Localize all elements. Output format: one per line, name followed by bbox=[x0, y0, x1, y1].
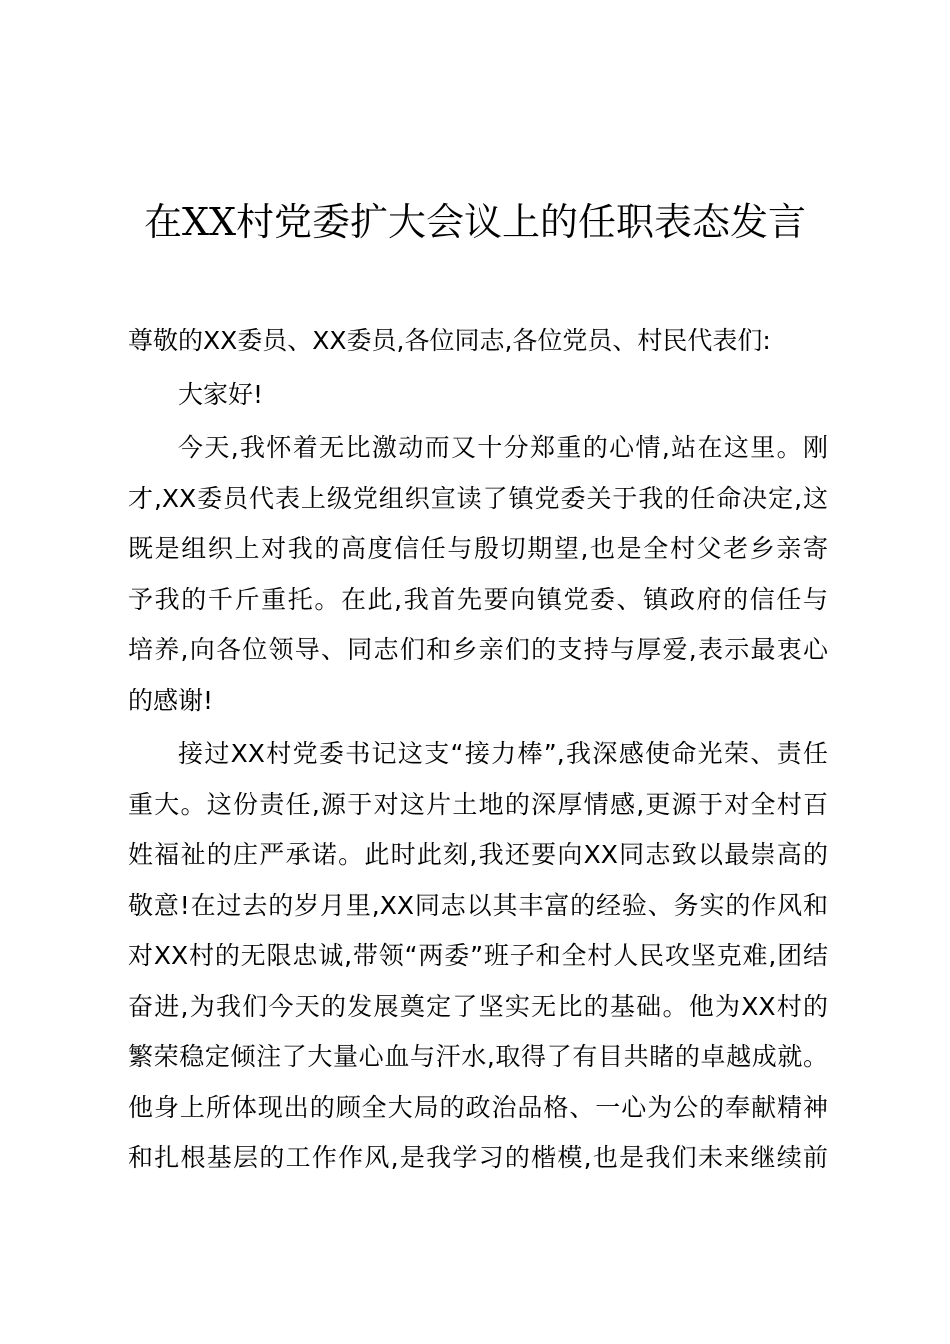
text-line: 对XX村的无限忠诚,带领“两委”班子和全村人民攻坚克难,团结 bbox=[128, 941, 828, 970]
salutation-paragraph bbox=[128, 316, 828, 367]
text-line: 奋进,为我们今天的发展奠定了坚实无比的基础。他为XX村的 bbox=[128, 991, 828, 1021]
document-title: 在XX村党委扩大会议上的任职表态发言 bbox=[143, 200, 807, 244]
salutation-line: 尊敬的XX委员、XX委员,各位同志,各位党员、村民代表们: bbox=[128, 326, 771, 355]
text-line: 培养,向各位领导、同志们和乡亲们的支持与厚爱,表示最衷心 bbox=[128, 635, 828, 664]
text-line: 姓福祉的庄严承诺。此时此刻,我还要向XX同志致以最崇高的 bbox=[128, 840, 828, 869]
paragraph-2 bbox=[128, 729, 828, 1184]
text-line: 接过XX村党委书记这支“接力棒”,我深感使命光荣、责任 bbox=[178, 739, 828, 768]
text-line: 重大。这份责任,源于对这片土地的深厚情感,更源于对全村百 bbox=[128, 789, 828, 819]
greeting-line: 大家好! bbox=[178, 379, 264, 409]
text-line: 予我的千斤重托。在此,我首先要向镇党委、镇政府的信任与 bbox=[128, 584, 828, 614]
text-line: 繁荣稳定倾注了大量心血与汗水,取得了有目共睹的卓越成就。 bbox=[128, 1042, 828, 1071]
document-body bbox=[128, 316, 828, 1187]
text-line: 和扎根基层的工作作风,是我学习的楷模,也是我们未来继续前 bbox=[128, 1143, 828, 1172]
greeting-paragraph bbox=[128, 370, 828, 421]
text-line: 今天,我怀着无比激动而又十分郑重的心情,站在这里。刚 bbox=[178, 433, 828, 462]
text-line: 敬意!在过去的岁月里,XX同志以其丰富的经验、务实的作风和 bbox=[128, 890, 828, 920]
text-line: 他身上所体现出的顾全大局的政治品格、一心为公的奉献精神 bbox=[128, 1092, 828, 1122]
text-line: 的感谢! bbox=[128, 685, 214, 715]
text-line: 既是组织上对我的高度信任与殷切期望,也是全村父老乡亲寄 bbox=[128, 534, 828, 563]
text-line: 才,XX委员代表上级党组织宣读了镇党委关于我的任命决定,这 bbox=[128, 483, 828, 513]
paragraph-1 bbox=[128, 423, 828, 726]
